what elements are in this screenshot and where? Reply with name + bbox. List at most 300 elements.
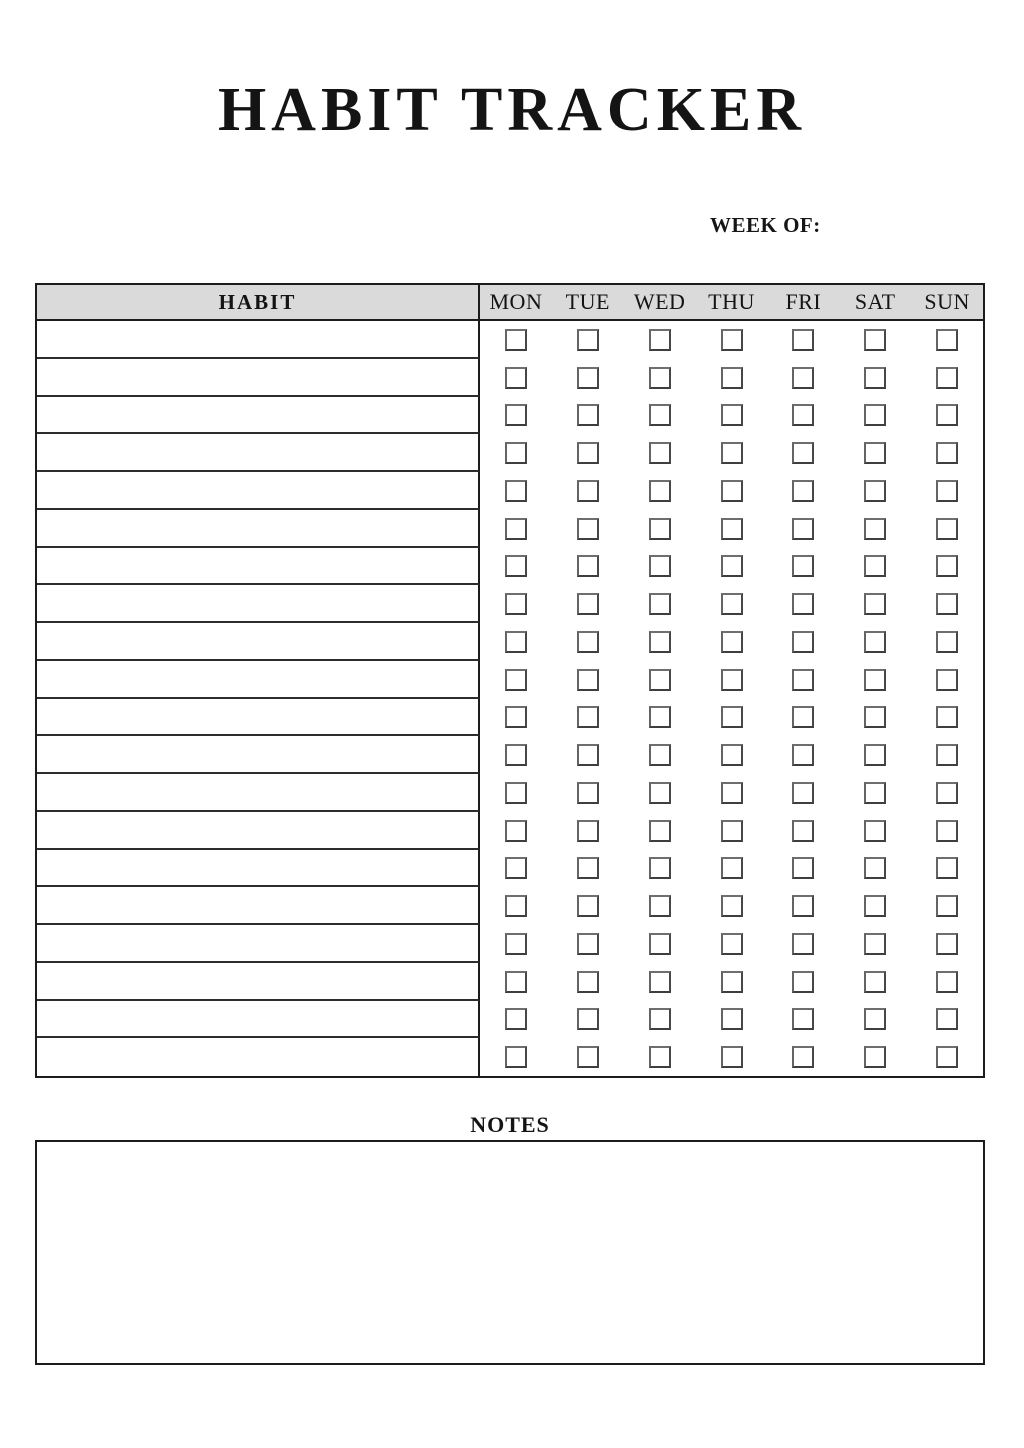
table-row	[37, 963, 983, 1001]
day-cell-thu	[696, 812, 768, 850]
checkbox-fri[interactable]	[792, 404, 814, 426]
checkbox-tue[interactable]	[577, 555, 599, 577]
table-row	[37, 812, 983, 850]
checkbox-sun[interactable]	[936, 669, 958, 691]
checkbox-sat[interactable]	[864, 593, 886, 615]
day-cell-wed	[624, 472, 696, 510]
checkbox-wed[interactable]	[649, 1046, 671, 1068]
day-cell-thu	[696, 1038, 768, 1076]
day-cell-fri	[767, 623, 839, 661]
table-row	[37, 397, 983, 435]
day-cell-mon	[480, 774, 552, 812]
day-header-wed: WED	[633, 289, 686, 314]
checkbox-mon[interactable]	[505, 782, 527, 804]
checkbox-thu[interactable]	[721, 631, 743, 653]
day-cell-mon	[480, 321, 552, 359]
day-cell-sun	[911, 661, 983, 699]
day-cell-tue	[552, 321, 624, 359]
day-cell-tue	[552, 472, 624, 510]
checkbox-sat[interactable]	[864, 404, 886, 426]
day-cell-mon	[480, 736, 552, 774]
checkbox-tue[interactable]	[577, 442, 599, 464]
checkbox-sun[interactable]	[936, 1008, 958, 1030]
checkbox-wed[interactable]	[649, 404, 671, 426]
checkbox-sun[interactable]	[936, 367, 958, 389]
checkbox-mon[interactable]	[505, 1046, 527, 1068]
day-cell-tue	[552, 623, 624, 661]
checkbox-fri[interactable]	[792, 442, 814, 464]
day-cell-mon	[480, 359, 552, 397]
checkbox-row	[480, 812, 983, 850]
checkbox-thu[interactable]	[721, 1046, 743, 1068]
day-cell-sun	[911, 699, 983, 737]
day-cell-mon	[480, 850, 552, 888]
checkbox-mon[interactable]	[505, 933, 527, 955]
checkbox-sat[interactable]	[864, 706, 886, 728]
checkbox-tue[interactable]	[577, 857, 599, 879]
checkbox-sat[interactable]	[864, 329, 886, 351]
checkbox-sun[interactable]	[936, 706, 958, 728]
checkbox-fri[interactable]	[792, 971, 814, 993]
habit-name-cell[interactable]	[37, 472, 480, 510]
habit-name-cell[interactable]	[37, 661, 480, 699]
checkbox-row	[480, 1001, 983, 1039]
checkbox-wed[interactable]	[649, 442, 671, 464]
day-cell-wed	[624, 397, 696, 435]
table-row	[37, 359, 983, 397]
checkbox-tue[interactable]	[577, 367, 599, 389]
checkbox-mon[interactable]	[505, 1008, 527, 1030]
checkbox-thu[interactable]	[721, 329, 743, 351]
checkbox-fri[interactable]	[792, 669, 814, 691]
day-cell-mon	[480, 623, 552, 661]
day-cell-mon	[480, 585, 552, 623]
checkbox-wed[interactable]	[649, 480, 671, 502]
table-row	[37, 699, 983, 737]
day-cell-thu	[696, 472, 768, 510]
table-row	[37, 736, 983, 774]
table-row	[37, 623, 983, 661]
checkbox-thu[interactable]	[721, 518, 743, 540]
day-cell-mon	[480, 1038, 552, 1076]
day-cell-wed	[624, 1038, 696, 1076]
checkbox-sat[interactable]	[864, 367, 886, 389]
checkbox-sun[interactable]	[936, 442, 958, 464]
checkbox-tue[interactable]	[577, 706, 599, 728]
habit-name-cell[interactable]	[37, 812, 480, 850]
checkbox-mon[interactable]	[505, 329, 527, 351]
checkbox-tue[interactable]	[577, 593, 599, 615]
habit-name-cell[interactable]	[37, 699, 480, 737]
day-cell-sun	[911, 1038, 983, 1076]
checkbox-wed[interactable]	[649, 933, 671, 955]
habit-name-cell[interactable]	[37, 359, 480, 397]
checkbox-fri[interactable]	[792, 1046, 814, 1068]
day-cell-sat	[839, 736, 911, 774]
habit-name-cell[interactable]	[37, 510, 480, 548]
checkbox-sat[interactable]	[864, 1008, 886, 1030]
checkbox-mon[interactable]	[505, 631, 527, 653]
day-cell-sat	[839, 774, 911, 812]
day-cell-thu	[696, 585, 768, 623]
day-cell-fri	[767, 585, 839, 623]
day-cell-mon	[480, 812, 552, 850]
checkbox-wed[interactable]	[649, 895, 671, 917]
checkbox-wed[interactable]	[649, 669, 671, 691]
checkbox-mon[interactable]	[505, 971, 527, 993]
day-cell-sat	[839, 699, 911, 737]
day-cell-wed	[624, 548, 696, 586]
checkbox-tue[interactable]	[577, 971, 599, 993]
checkbox-thu[interactable]	[721, 820, 743, 842]
checkbox-wed[interactable]	[649, 631, 671, 653]
day-cell-sun	[911, 850, 983, 888]
table-row	[37, 585, 983, 623]
day-cell-thu	[696, 887, 768, 925]
checkbox-sat[interactable]	[864, 820, 886, 842]
day-cell-fri	[767, 699, 839, 737]
checkbox-sat[interactable]	[864, 555, 886, 577]
day-cell-sat	[839, 963, 911, 1001]
table-row	[37, 661, 983, 699]
day-header-tue: TUE	[565, 289, 610, 314]
day-cell-thu	[696, 661, 768, 699]
checkbox-tue[interactable]	[577, 1008, 599, 1030]
day-cell-thu	[696, 736, 768, 774]
day-cell-mon	[480, 925, 552, 963]
table-row	[37, 850, 983, 888]
day-cell-thu	[696, 548, 768, 586]
habit-name-cell[interactable]	[37, 736, 480, 774]
checkbox-thu[interactable]	[721, 857, 743, 879]
checkbox-thu[interactable]	[721, 1008, 743, 1030]
checkbox-thu[interactable]	[721, 480, 743, 502]
checkbox-fri[interactable]	[792, 555, 814, 577]
habit-name-cell[interactable]	[37, 548, 480, 586]
checkbox-sat[interactable]	[864, 669, 886, 691]
checkbox-thu[interactable]	[721, 782, 743, 804]
day-cell-sat	[839, 925, 911, 963]
checkbox-wed[interactable]	[649, 329, 671, 351]
checkbox-sat[interactable]	[864, 631, 886, 653]
day-cell-wed	[624, 887, 696, 925]
checkbox-thu[interactable]	[721, 404, 743, 426]
table-row	[37, 434, 983, 472]
checkbox-tue[interactable]	[577, 933, 599, 955]
habit-name-cell[interactable]	[37, 963, 480, 1001]
checkbox-row	[480, 548, 983, 586]
checkbox-sun[interactable]	[936, 555, 958, 577]
day-cell-mon	[480, 1001, 552, 1039]
checkbox-sat[interactable]	[864, 744, 886, 766]
habit-name-cell[interactable]	[37, 623, 480, 661]
day-cell-tue	[552, 359, 624, 397]
checkbox-tue[interactable]	[577, 404, 599, 426]
checkbox-fri[interactable]	[792, 820, 814, 842]
habit-name-cell[interactable]	[37, 321, 480, 359]
checkbox-thu[interactable]	[721, 744, 743, 766]
checkbox-mon[interactable]	[505, 480, 527, 502]
habit-column-header: HABIT	[37, 285, 480, 319]
checkbox-fri[interactable]	[792, 744, 814, 766]
day-cell-fri	[767, 963, 839, 1001]
habit-name-cell[interactable]	[37, 887, 480, 925]
day-cell-sat	[839, 1001, 911, 1039]
checkbox-sun[interactable]	[936, 857, 958, 879]
day-cell-wed	[624, 850, 696, 888]
day-cell-fri	[767, 774, 839, 812]
checkbox-sun[interactable]	[936, 1046, 958, 1068]
checkbox-wed[interactable]	[649, 706, 671, 728]
checkbox-sat[interactable]	[864, 518, 886, 540]
day-cell-mon	[480, 510, 552, 548]
day-cell-fri	[767, 850, 839, 888]
day-cell-tue	[552, 1038, 624, 1076]
checkbox-mon[interactable]	[505, 555, 527, 577]
checkbox-wed[interactable]	[649, 1008, 671, 1030]
table-row	[37, 472, 983, 510]
checkbox-mon[interactable]	[505, 669, 527, 691]
checkbox-fri[interactable]	[792, 782, 814, 804]
checkbox-tue[interactable]	[577, 895, 599, 917]
checkbox-sun[interactable]	[936, 518, 958, 540]
day-cell-tue	[552, 1001, 624, 1039]
table-body	[37, 321, 983, 1076]
checkbox-sun[interactable]	[936, 404, 958, 426]
checkbox-row	[480, 434, 983, 472]
habit-name-cell[interactable]	[37, 925, 480, 963]
checkbox-row	[480, 699, 983, 737]
day-cell-fri	[767, 887, 839, 925]
habit-name-cell[interactable]	[37, 1001, 480, 1039]
day-cell-tue	[552, 774, 624, 812]
day-cell-sat	[839, 510, 911, 548]
day-cell-tue	[552, 925, 624, 963]
day-cell-tue	[552, 510, 624, 548]
day-cell-thu	[696, 397, 768, 435]
checkbox-wed[interactable]	[649, 971, 671, 993]
habit-name-cell[interactable]	[37, 585, 480, 623]
day-cell-wed	[624, 359, 696, 397]
checkbox-sun[interactable]	[936, 631, 958, 653]
day-cell-sun	[911, 548, 983, 586]
day-cell-sat	[839, 1038, 911, 1076]
day-cell-tue	[552, 812, 624, 850]
checkbox-row	[480, 623, 983, 661]
checkbox-row	[480, 585, 983, 623]
day-cell-mon	[480, 397, 552, 435]
checkbox-mon[interactable]	[505, 593, 527, 615]
day-cell-sun	[911, 397, 983, 435]
day-cell-thu	[696, 359, 768, 397]
day-cell-sun	[911, 585, 983, 623]
checkbox-thu[interactable]	[721, 367, 743, 389]
checkbox-tue[interactable]	[577, 631, 599, 653]
habit-name-cell[interactable]	[37, 434, 480, 472]
checkbox-mon[interactable]	[505, 706, 527, 728]
day-cell-sun	[911, 887, 983, 925]
checkbox-mon[interactable]	[505, 367, 527, 389]
checkbox-wed[interactable]	[649, 367, 671, 389]
habit-name-cell[interactable]	[37, 774, 480, 812]
checkbox-sat[interactable]	[864, 933, 886, 955]
day-cell-fri	[767, 548, 839, 586]
checkbox-sun[interactable]	[936, 744, 958, 766]
checkbox-tue[interactable]	[577, 1046, 599, 1068]
habit-name-cell[interactable]	[37, 850, 480, 888]
checkbox-wed[interactable]	[649, 744, 671, 766]
day-cell-mon	[480, 548, 552, 586]
day-cell-fri	[767, 661, 839, 699]
day-cell-mon	[480, 661, 552, 699]
day-cell-tue	[552, 963, 624, 1001]
checkbox-tue[interactable]	[577, 744, 599, 766]
day-cell-sat	[839, 472, 911, 510]
checkbox-row	[480, 736, 983, 774]
day-cell-wed	[624, 434, 696, 472]
checkbox-fri[interactable]	[792, 933, 814, 955]
day-cell-wed	[624, 1001, 696, 1039]
day-cell-sun	[911, 359, 983, 397]
checkbox-sat[interactable]	[864, 895, 886, 917]
day-cell-fri	[767, 1001, 839, 1039]
checkbox-wed[interactable]	[649, 518, 671, 540]
checkbox-sat[interactable]	[864, 1046, 886, 1068]
day-header-sat: SAT	[854, 289, 896, 314]
checkbox-thu[interactable]	[721, 669, 743, 691]
checkbox-sun[interactable]	[936, 329, 958, 351]
day-cell-mon	[480, 963, 552, 1001]
day-cell-sun	[911, 1001, 983, 1039]
checkbox-thu[interactable]	[721, 933, 743, 955]
checkbox-thu[interactable]	[721, 895, 743, 917]
day-cell-thu	[696, 510, 768, 548]
checkbox-thu[interactable]	[721, 971, 743, 993]
checkbox-mon[interactable]	[505, 518, 527, 540]
checkbox-sat[interactable]	[864, 442, 886, 464]
checkbox-wed[interactable]	[649, 593, 671, 615]
checkbox-fri[interactable]	[792, 895, 814, 917]
checkbox-fri[interactable]	[792, 367, 814, 389]
day-cell-sat	[839, 887, 911, 925]
checkbox-fri[interactable]	[792, 706, 814, 728]
day-cell-thu	[696, 1001, 768, 1039]
day-cell-fri	[767, 925, 839, 963]
checkbox-tue[interactable]	[577, 480, 599, 502]
checkbox-fri[interactable]	[792, 631, 814, 653]
checkbox-sun[interactable]	[936, 820, 958, 842]
day-cell-sun	[911, 321, 983, 359]
checkbox-wed[interactable]	[649, 555, 671, 577]
checkbox-tue[interactable]	[577, 782, 599, 804]
checkbox-wed[interactable]	[649, 857, 671, 879]
checkbox-row	[480, 850, 983, 888]
checkbox-sun[interactable]	[936, 593, 958, 615]
checkbox-thu[interactable]	[721, 442, 743, 464]
checkbox-tue[interactable]	[577, 329, 599, 351]
checkbox-sun[interactable]	[936, 480, 958, 502]
day-cell-fri	[767, 359, 839, 397]
day-cell-sat	[839, 661, 911, 699]
day-cell-thu	[696, 321, 768, 359]
checkbox-row	[480, 887, 983, 925]
checkbox-row	[480, 774, 983, 812]
checkbox-fri[interactable]	[792, 593, 814, 615]
table-row	[37, 887, 983, 925]
checkbox-wed[interactable]	[649, 782, 671, 804]
checkbox-mon[interactable]	[505, 442, 527, 464]
day-cell-sat	[839, 585, 911, 623]
day-cell-sun	[911, 510, 983, 548]
day-cell-sat	[839, 359, 911, 397]
checkbox-row	[480, 925, 983, 963]
habit-name-cell[interactable]	[37, 397, 480, 435]
checkbox-row	[480, 359, 983, 397]
checkbox-mon[interactable]	[505, 895, 527, 917]
checkbox-mon[interactable]	[505, 404, 527, 426]
day-cell-wed	[624, 661, 696, 699]
day-header-sun: SUN	[924, 289, 970, 314]
day-cell-thu	[696, 699, 768, 737]
checkbox-tue[interactable]	[577, 820, 599, 842]
checkbox-tue[interactable]	[577, 518, 599, 540]
day-cell-fri	[767, 472, 839, 510]
checkbox-mon[interactable]	[505, 857, 527, 879]
checkbox-sat[interactable]	[864, 971, 886, 993]
checkbox-thu[interactable]	[721, 593, 743, 615]
day-cell-sun	[911, 434, 983, 472]
checkbox-sat[interactable]	[864, 480, 886, 502]
table-header-row	[37, 285, 983, 321]
table-row	[37, 548, 983, 586]
checkbox-fri[interactable]	[792, 329, 814, 351]
day-header-fri: FRI	[785, 289, 822, 314]
day-header-mon: MON	[489, 289, 543, 314]
day-cell-sun	[911, 925, 983, 963]
checkbox-fri[interactable]	[792, 518, 814, 540]
day-cell-sun	[911, 812, 983, 850]
checkbox-tue[interactable]	[577, 669, 599, 691]
checkbox-mon[interactable]	[505, 744, 527, 766]
checkbox-thu[interactable]	[721, 706, 743, 728]
day-cell-fri	[767, 736, 839, 774]
checkbox-sat[interactable]	[864, 782, 886, 804]
day-cell-sun	[911, 963, 983, 1001]
habit-name-cell[interactable]	[37, 1038, 480, 1076]
checkbox-wed[interactable]	[649, 820, 671, 842]
checkbox-sun[interactable]	[936, 971, 958, 993]
day-header-row	[480, 285, 983, 319]
checkbox-sun[interactable]	[936, 895, 958, 917]
table-row	[37, 1038, 983, 1076]
day-cell-wed	[624, 925, 696, 963]
day-cell-tue	[552, 585, 624, 623]
checkbox-fri[interactable]	[792, 857, 814, 879]
day-cell-sun	[911, 736, 983, 774]
checkbox-sun[interactable]	[936, 933, 958, 955]
day-cell-mon	[480, 434, 552, 472]
checkbox-row	[480, 661, 983, 699]
checkbox-thu[interactable]	[721, 555, 743, 577]
checkbox-fri[interactable]	[792, 480, 814, 502]
day-cell-tue	[552, 548, 624, 586]
checkbox-fri[interactable]	[792, 1008, 814, 1030]
checkbox-sat[interactable]	[864, 857, 886, 879]
day-cell-wed	[624, 774, 696, 812]
checkbox-sun[interactable]	[936, 782, 958, 804]
checkbox-mon[interactable]	[505, 820, 527, 842]
notes-box[interactable]	[35, 1140, 985, 1365]
